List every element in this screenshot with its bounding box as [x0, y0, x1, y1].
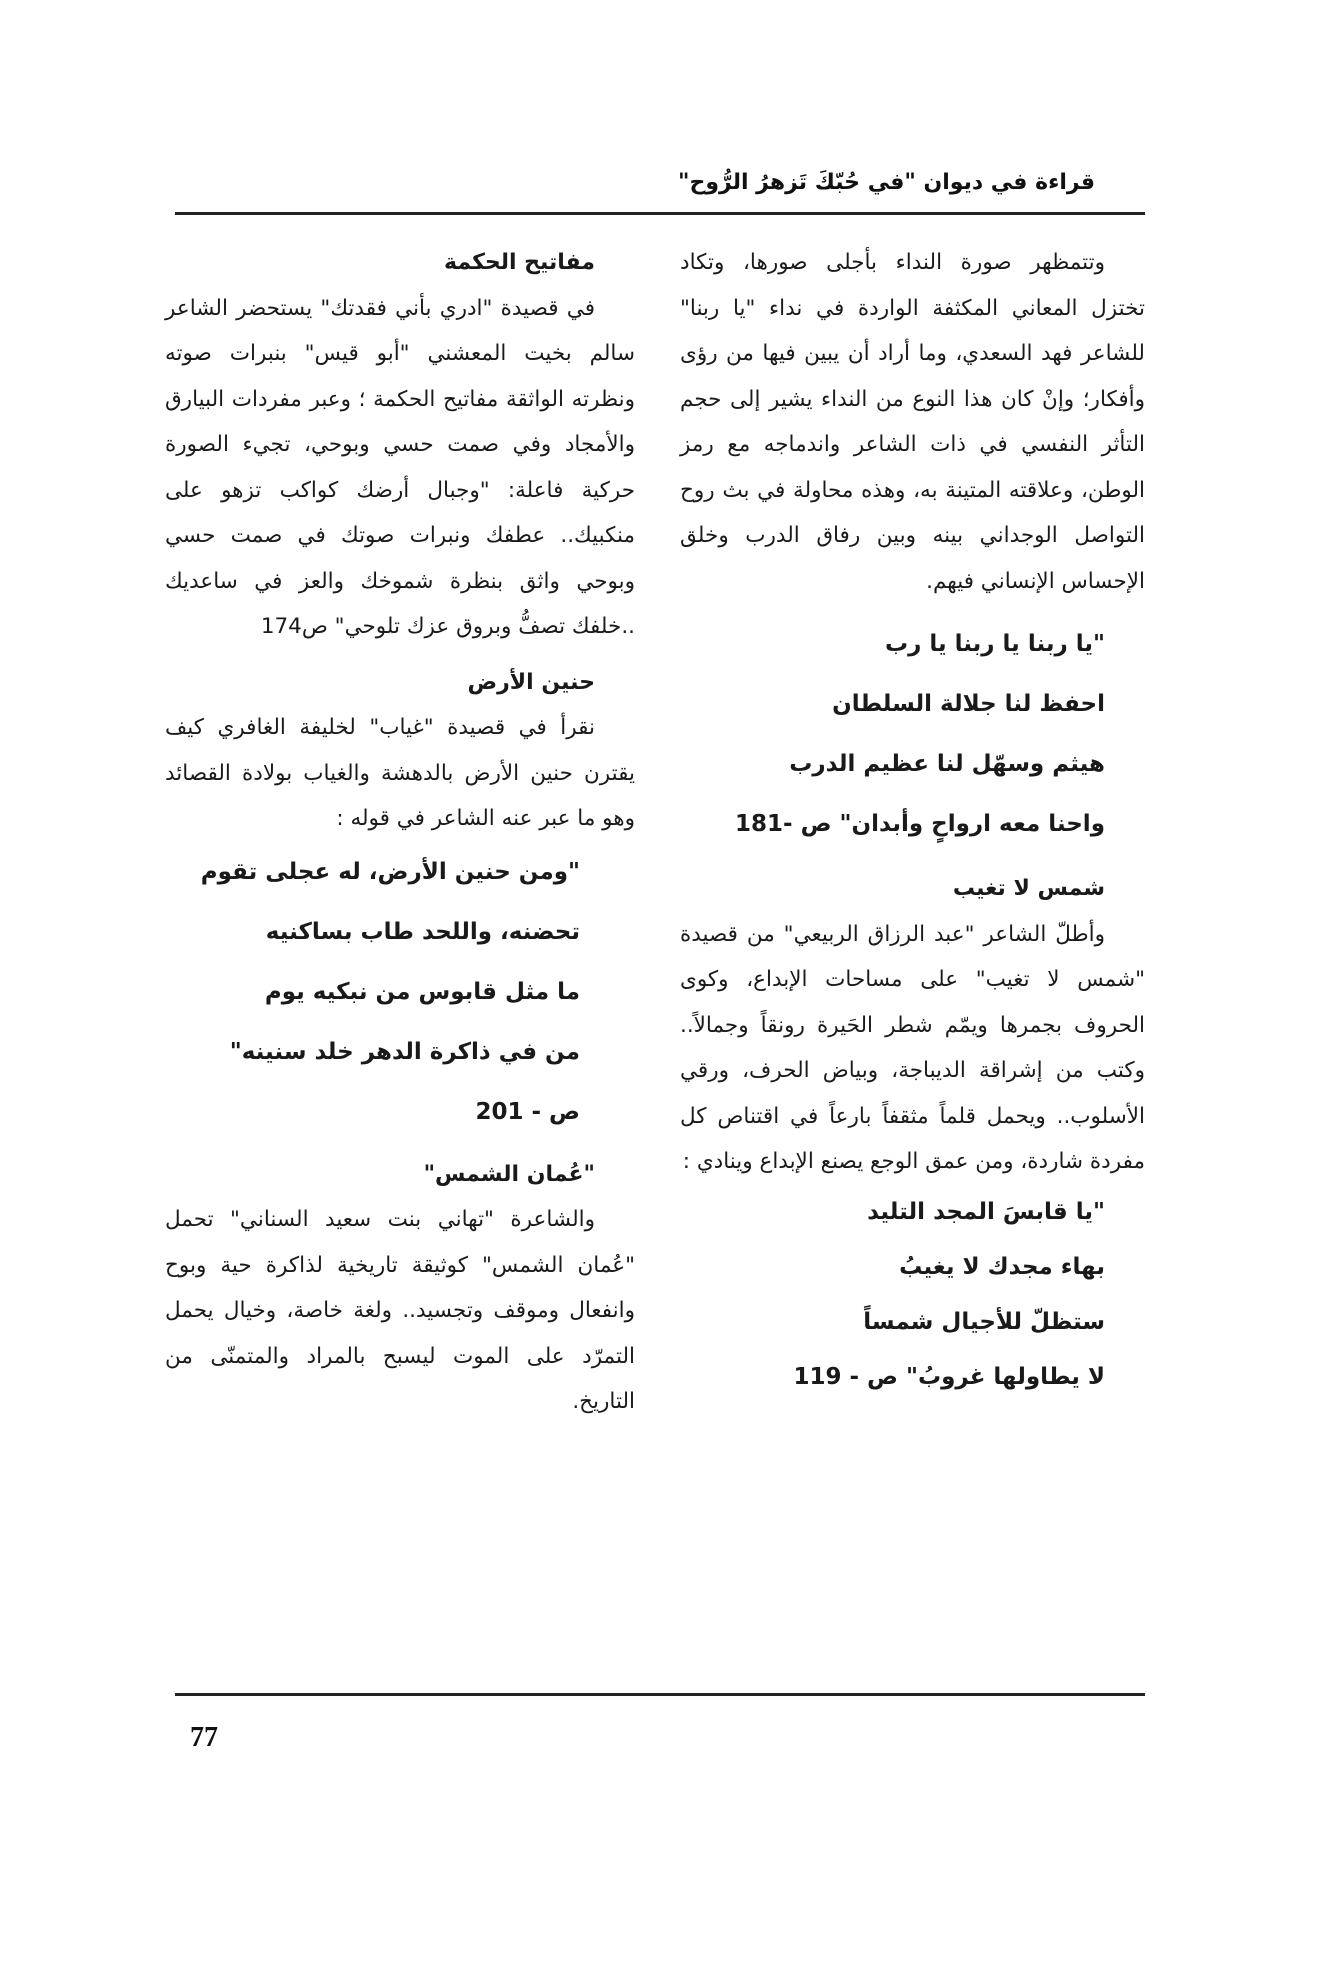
- paragraph-shams: وأطلّ الشاعر "عبد الرزاق الربيعي" من قصيدة "شمس لا تغيب" على مساحات الإبداع، وكوى الحروف بجمرها ويمّم شطر الحَيرة رونقاً وجمالاً.. وكتب من إشراقة الديباجة، وبياض الحرف، ورقي الأسلوب.. ويحمل قلماً مثقفاً بارعاً في اقتناص كل مفردة شاردة، ومن عمق الوجع يصنع الإبداع وينادي :: [680, 921, 1145, 1174]
- header-rule: [175, 212, 1145, 215]
- poem3-line: ما مثل قابوس من نبكيه يوم: [264, 978, 580, 1005]
- poem3-line: ص - 201: [475, 1098, 580, 1125]
- footer-rule: [175, 1693, 1145, 1696]
- poem1-line: واحنا معه ارواحٍ وأبدان" ص -181: [735, 811, 1105, 837]
- paragraph-haneen: نقرأ في قصيدة "غياب" لخليفة الغافري كيف يقترن حنين الأرض بالدهشة والغياب بولادة القصائد وهو ما عبر عنه الشاعر في قوله :: [165, 715, 635, 831]
- poem3-line: تحضنه، واللحد طاب بساكنيه: [265, 918, 580, 945]
- poem3-line: من في ذاكرة الدهر خلد سنينه": [229, 1038, 580, 1065]
- poem2-line: ستظلّ للأجيال شمساً: [863, 1308, 1105, 1335]
- page-number: 77: [190, 1722, 218, 1753]
- poem2-line: بهاء مجدك لا يغيبُ: [899, 1253, 1105, 1280]
- paragraph-oman: والشاعرة "تهاني بنت سعيد السناني" تحمل "عُمان الشمس" كوثيقة تاريخية لذاكرة حية وبوح وانفعال وموقف وتجسيد.. ولغة خاصة، وخيال يحمل التمرّد على الموت ليسبح بالمراد والمتمنّى من التاريخ.: [165, 1207, 635, 1414]
- running-header: قراءة في ديوان "في حُبّكَ تَزهرُ الرُّوح": [678, 170, 1095, 195]
- left-column: [165, 240, 635, 1425]
- poem2-line: لا يطاولها غروبُ" ص - 119: [793, 1363, 1105, 1390]
- intro-paragraph: وتتمظهر صورة النداء بأجلى صورها، وتكاد تختزل المعاني المكثفة الواردة في نداء "يا ربنا" للشاعر فهد السعدي، وما أراد أن يبين فيها من رؤى وأفكار؛ وإنْ كان هذا النوع من النداء يشير إلى حجم التأثر النفسي في ذات الشاعر واندماجه مع رمز الوطن، وعلاقته المتينة به، وهذه محاولة في بث روح التواصل الوجداني بينه وبين رفاق الدرب وخلق الإحساس الإنساني فيهم.: [680, 250, 1145, 594]
- section-heading-oman: "عُمان الشمس": [423, 1161, 595, 1187]
- section-heading-hikma: مفاتيح الحكمة: [443, 250, 595, 275]
- poem1-line: هيثم وسهّل لنا عظيم الدرب: [789, 751, 1105, 777]
- poem3-line: "ومن حنين الأرض، له عجلى تقوم: [200, 858, 580, 885]
- poem1-line: احفظ لنا جلالة السلطان: [832, 691, 1105, 717]
- poem1-line: "يا ربنا يا ربنا يا رب: [885, 631, 1105, 657]
- section-heading-haneen: حنين الأرض: [467, 669, 595, 695]
- section-heading-shams: شمس لا تغيب: [952, 876, 1105, 901]
- right-column: [680, 240, 1145, 1405]
- paragraph-hikma: في قصيدة "ادري بأني فقدتك" يستحضر الشاعر سالم بخيت المعشني "أبو قيس" بنبرات صوته ونظرته الواثقة مفاتيح الحكمة ؛ وعبر مفردات البيارق والأمجاد وفي صمت حسي وبوحي، تجيء الصورة حركية فاعلة: "وجبال أرضك كواكب تزهو على منكبيك.. عطفك ونبرات صوتك في صمت حسي وبوحي واثق بنظرة شموخك والعز في ساعديك ..خلفك تصفُّ وبروق عزك تلوحي" ص174: [165, 295, 635, 639]
- poem2-line: "يا قابسَ المجد التليد: [867, 1198, 1105, 1225]
